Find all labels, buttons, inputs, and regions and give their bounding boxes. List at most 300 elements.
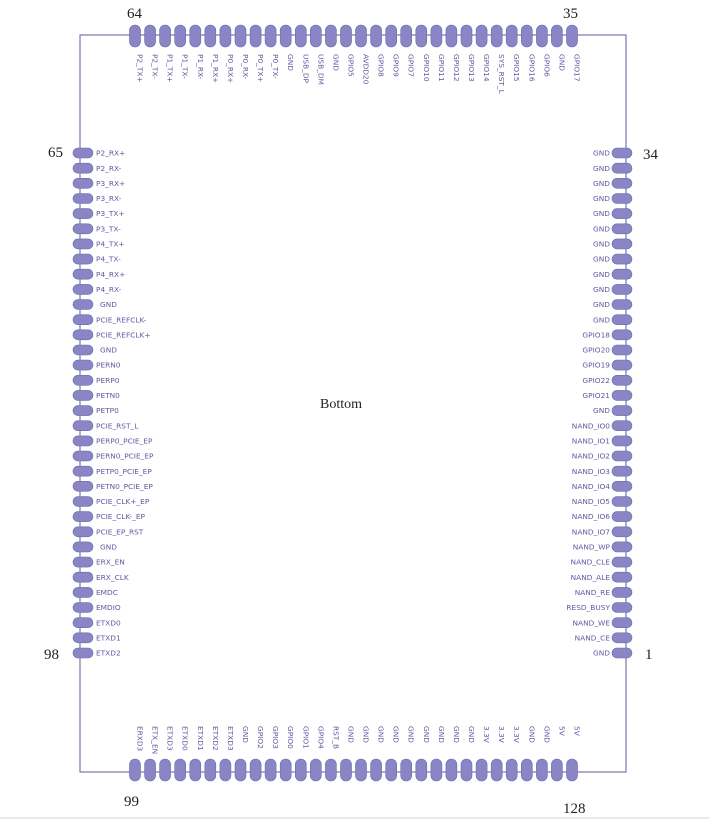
pin-label: GND [391, 726, 401, 743]
pin-pad [612, 224, 632, 234]
pin-label: GND [436, 726, 446, 743]
pin-label: GND [593, 209, 610, 219]
pin-pad [521, 759, 532, 781]
pin-label: GND [421, 726, 431, 743]
pin-label: GND [593, 178, 610, 188]
pin-pad [567, 759, 578, 781]
pin-pad [491, 25, 502, 47]
pin-label: NAND_IO3 [571, 466, 610, 476]
pin-bottom-gpio4 [310, 726, 325, 781]
pin-pad [612, 315, 632, 325]
pin-pad [612, 390, 632, 400]
pin-label: GPIO0 [286, 726, 296, 749]
pin-pad [371, 759, 382, 781]
pin-left-p4-rx [73, 269, 125, 279]
pin-top-usb-dp [295, 25, 310, 84]
pin-pad [612, 345, 632, 355]
pin-label: NAND_IO5 [571, 497, 610, 507]
pin-bottom-etxd3 [160, 726, 175, 781]
pin-label: GPIO6 [542, 54, 552, 77]
pin-pad [401, 25, 412, 47]
pin-number-65: 65 [48, 145, 63, 161]
pin-pad [612, 421, 632, 431]
pin-pad [73, 148, 93, 158]
pin-pad [612, 466, 632, 476]
pin-pad [73, 375, 93, 385]
pin-right-gpio22 [582, 375, 632, 385]
pin-label: P2_RX+ [96, 148, 126, 158]
pin-left-pcie-rst-l [73, 421, 139, 431]
pin-pad [73, 300, 93, 310]
pin-pad [295, 25, 306, 47]
pin-label: PCIE_EP_RST [96, 527, 144, 537]
pin-pad [612, 254, 632, 264]
pin-number-34: 34 [643, 147, 658, 163]
pin-pad [386, 759, 397, 781]
pin-pad [446, 759, 457, 781]
pin-label: GND [593, 285, 610, 294]
pin-label: GND [467, 726, 476, 743]
pin-label: GPIO14 [482, 54, 492, 82]
pin-label: GPIO5 [346, 54, 356, 77]
pin-pad [73, 451, 93, 461]
pin-label: ETXD0 [180, 726, 190, 751]
pin-label: PETN0 [96, 391, 120, 400]
pin-left-perp0 [73, 375, 120, 385]
pin-pad [612, 587, 632, 597]
pin-left-p3-rx [73, 194, 122, 204]
pin-pad [476, 25, 487, 47]
pin-pad [73, 284, 93, 294]
pin-top-avdd20 [356, 25, 371, 85]
top-pin-row [130, 25, 582, 95]
pin-label: P0_RX- [241, 54, 250, 80]
pin-label: GND [361, 726, 371, 743]
pin-label: 5V [572, 726, 582, 736]
pin-top-gpio12 [446, 25, 461, 82]
pin-label: GPIO18 [582, 330, 610, 340]
pin-pad [73, 194, 93, 204]
pin-top-p1-tx [175, 25, 190, 79]
pin-label: NAND_IO4 [571, 481, 610, 491]
pin-pad [356, 759, 367, 781]
pin-pad [612, 406, 632, 416]
pin-top-p2-tx [145, 25, 160, 79]
pin-bottom-gnd [401, 726, 416, 781]
pin-label: ERX_EN [96, 557, 125, 567]
pin-label: RESD_BUSY [566, 603, 610, 613]
pin-left-emdc [73, 587, 118, 597]
pin-pad [73, 209, 93, 219]
pin-label: PCIE_REFCLK+ [96, 330, 151, 340]
pin-label: GND [593, 194, 610, 204]
pin-bottom-gpio3 [265, 726, 280, 781]
pin-label: AVDD20 [361, 54, 371, 85]
pin-pad [145, 759, 156, 781]
pin-left-gnd [73, 542, 117, 552]
pin-label: GND [406, 726, 416, 743]
pin-pad [190, 25, 201, 47]
pin-bottom-gpio1 [295, 726, 310, 781]
pin-top-usb-dm [310, 25, 325, 85]
pin-top-gpio10 [416, 25, 431, 82]
pin-label: P0_TX+ [256, 54, 266, 83]
pin-pad [190, 759, 201, 781]
pin-pad [73, 163, 93, 173]
pin-top-gnd [551, 25, 566, 71]
pin-pad [612, 194, 632, 204]
pin-label: GND [542, 726, 552, 743]
pin-bottom-gnd [235, 726, 250, 781]
pin-top-p0-rx [220, 25, 235, 83]
pin-pad [220, 25, 231, 47]
pin-label: GND [593, 648, 610, 658]
pin-right-gnd [593, 406, 632, 416]
pin-label: NAND_IO2 [571, 451, 610, 461]
pin-label: GPIO7 [406, 54, 416, 77]
pin-right-nand-io1 [572, 436, 632, 446]
pin-label: P3_RX- [96, 194, 122, 204]
pin-top-gpio17 [567, 25, 582, 82]
pin-label: P2_TX- [150, 54, 160, 79]
pin-top-gpio11 [431, 25, 446, 82]
pin-label: P2_TX+ [135, 54, 145, 83]
pin-left-etxd1 [73, 633, 121, 643]
pin-pad [73, 436, 93, 446]
pin-pad [73, 390, 93, 400]
pin-pad [612, 633, 632, 643]
pin-number-64: 64 [127, 6, 142, 22]
pin-pad [567, 25, 578, 47]
pin-left-pcie-refclk [73, 330, 151, 340]
pin-right-nand-ale [571, 572, 632, 582]
pin-pad [612, 527, 632, 537]
pin-pad [416, 759, 427, 781]
pin-label: P0_RX+ [225, 54, 235, 84]
pin-left-pcie-ep-rst [73, 527, 144, 537]
pin-pad [612, 542, 632, 552]
pin-label: GND [593, 239, 610, 249]
pin-pad [612, 648, 632, 658]
pin-pad [386, 25, 397, 47]
pin-top-gpio7 [401, 25, 416, 77]
pin-label: P2_RX- [96, 163, 122, 173]
pin-pad [145, 25, 156, 47]
pin-pad [612, 436, 632, 446]
pin-label: PERN0_PCIE_EP [96, 451, 154, 461]
pin-pad [446, 25, 457, 47]
pin-number-1: 1 [645, 647, 653, 663]
pin-label: NAND_IO0 [571, 421, 610, 431]
pin-pad [325, 25, 336, 47]
pin-pad [73, 421, 93, 431]
pin-label: GPIO15 [512, 54, 522, 82]
pin-label: RST_B [331, 726, 341, 750]
pin-pad [235, 25, 246, 47]
pin-pad [612, 603, 632, 613]
pin-bottom-3-3v [491, 726, 506, 781]
pin-label: GPIO2 [256, 726, 266, 749]
pin-left-petn0-pcie-ep [73, 481, 153, 491]
pin-pad [536, 759, 547, 781]
pin-pad [612, 572, 632, 582]
pin-label: GND [593, 315, 610, 325]
pin-pad [461, 25, 472, 47]
pin-right-gnd [593, 315, 632, 325]
pin-right-gpio19 [582, 360, 632, 370]
left-pin-column [73, 148, 154, 658]
pin-label: GPIO19 [582, 360, 610, 370]
bottom-pin-row [130, 726, 582, 781]
pin-pad [612, 284, 632, 294]
pin-label: P3_TX+ [96, 209, 125, 219]
pin-pad [356, 25, 367, 47]
pin-right-nand-wp [573, 542, 632, 552]
pin-label: NAND_CE [574, 633, 610, 643]
pin-top-p2-tx [130, 25, 145, 83]
pin-label: GND [593, 224, 610, 234]
pin-bottom-etxd1 [190, 726, 205, 781]
pin-right-nand-re [575, 587, 632, 597]
pin-right-resd-busy [566, 603, 632, 613]
pin-pad [612, 209, 632, 219]
pin-pad [521, 25, 532, 47]
pin-label: NAND_RE [574, 588, 610, 597]
pin-top-gpio16 [521, 25, 536, 82]
pin-left-petp0 [73, 406, 119, 416]
pin-label: NAND_IO6 [571, 512, 610, 522]
pin-label: GND [241, 726, 250, 743]
pin-label: EMDC [96, 588, 118, 597]
pin-top-gpio8 [371, 25, 386, 77]
pin-label: ETX_EN [150, 726, 160, 755]
pin-top-gpio9 [386, 25, 401, 77]
pin-right-gnd [593, 163, 632, 173]
pin-label: PERP0_PCIE_EP [96, 436, 153, 446]
pin-pad [612, 239, 632, 249]
pin-number-35: 35 [563, 6, 578, 22]
pin-top-gnd [325, 25, 340, 71]
pin-label: P3_RX+ [96, 178, 126, 188]
pin-top-p0-tx [250, 25, 265, 83]
pin-pad [220, 759, 231, 781]
pin-label: P4_TX+ [96, 239, 125, 249]
pin-label: ERX_CLK [96, 572, 129, 582]
pin-label: P3_TX- [96, 224, 121, 234]
pin-bottom-etx-en [145, 726, 160, 781]
pin-bottom-gnd [386, 726, 401, 781]
pin-right-gnd [593, 300, 632, 310]
pin-pad [175, 25, 186, 47]
pin-pad [325, 759, 336, 781]
pin-pad [160, 759, 171, 781]
pin-right-gnd [593, 284, 632, 294]
pin-right-nand-we [573, 618, 632, 628]
pin-label: GND [286, 54, 296, 71]
pin-label: GPIO8 [376, 54, 386, 77]
pin-label: GPIO12 [451, 54, 461, 82]
pin-left-emdio [73, 603, 121, 613]
pin-top-gpio5 [341, 25, 356, 77]
pin-label: NAND_IO1 [571, 436, 610, 446]
pin-right-gnd [593, 648, 632, 658]
pin-top-p1-tx [160, 25, 175, 83]
pin-label: 3.3V [482, 726, 492, 743]
pin-right-nand-ce [575, 633, 632, 643]
pin-label: ETXD2 [210, 726, 220, 751]
pin-label: GPIO22 [582, 375, 610, 385]
pin-label: P1_RX- [195, 54, 205, 80]
pin-pad [506, 759, 517, 781]
pin-pad [73, 497, 93, 507]
pin-right-nand-io5 [572, 497, 632, 507]
pin-bottom-gpio0 [280, 726, 295, 781]
pin-label: GPIO3 [271, 726, 281, 749]
pin-left-p3-tx [73, 209, 125, 219]
pin-bottom-5v [567, 726, 582, 781]
pin-pad [73, 542, 93, 552]
pin-left-p2-rx [73, 148, 125, 158]
pin-pad [431, 759, 442, 781]
pin-pad [310, 759, 321, 781]
pin-label: GPIO1 [301, 726, 311, 749]
pin-label: 3.3V [497, 726, 507, 743]
pin-pad [371, 25, 382, 47]
pin-pad [205, 25, 216, 47]
pin-pad [73, 512, 93, 522]
pin-pad [612, 148, 632, 158]
pin-pad [280, 25, 291, 47]
pin-left-p4-tx [73, 239, 125, 249]
pin-pad [73, 633, 93, 643]
pin-pad [506, 25, 517, 47]
pin-label: ERXD3 [135, 726, 145, 752]
pin-pad [310, 25, 321, 47]
pin-left-p3-tx [73, 224, 121, 234]
pin-right-gnd [593, 148, 632, 158]
pin-pad [160, 25, 171, 47]
pin-label: GPIO10 [421, 54, 431, 82]
pin-pad [73, 587, 93, 597]
pin-pad [73, 330, 93, 340]
pin-pad [612, 451, 632, 461]
pin-pad [612, 375, 632, 385]
pin-left-pcie-clk-ep [73, 497, 150, 507]
pin-label: NAND_ALE [570, 572, 610, 582]
pin-label: GPIO21 [582, 391, 610, 400]
pin-label: GND [331, 54, 341, 71]
pin-bottom-gnd [536, 726, 551, 781]
pin-pad [205, 759, 216, 781]
pin-right-gnd [593, 178, 632, 188]
pin-left-pcie-refclk [73, 315, 147, 325]
pin-pad [73, 648, 93, 658]
pin-right-gpio18 [582, 330, 632, 340]
pin-bottom-3-3v [506, 726, 521, 781]
pin-right-gnd [593, 269, 632, 279]
pin-left-etxd0 [73, 618, 121, 628]
pin-pad [536, 25, 547, 47]
pin-pad [130, 759, 141, 781]
pin-top-gpio14 [476, 25, 491, 82]
pin-label: ETXD2 [96, 648, 121, 658]
pin-pad [73, 557, 93, 567]
pin-label: USB_DM [316, 54, 326, 85]
pin-pad [265, 25, 276, 47]
pin-left-petp0-pcie-ep [73, 466, 152, 476]
pin-top-p1-rx [190, 25, 205, 80]
pin-bottom-erxd3 [130, 726, 145, 781]
pin-label: P1_TX+ [165, 54, 175, 83]
pin-left-p2-rx [73, 163, 122, 173]
pin-pad [612, 163, 632, 173]
pin-pad [280, 759, 291, 781]
pin-right-gnd [593, 224, 632, 234]
pin-label: GPIO13 [467, 54, 476, 82]
pin-label: PCIE_CLK+_EP [96, 497, 150, 507]
pin-pad [612, 269, 632, 279]
pin-label: GPIO11 [436, 54, 446, 82]
pin-label: GND [451, 726, 461, 743]
pin-label: GND [593, 269, 610, 279]
pin-label: GPIO16 [527, 54, 537, 82]
pin-pad [612, 512, 632, 522]
pin-left-petn0 [73, 390, 120, 400]
pin-bottom-gnd [341, 726, 356, 781]
pin-right-nand-cle [571, 557, 632, 567]
right-pin-column [566, 148, 632, 658]
pin-pad [431, 25, 442, 47]
pin-label: ETXD1 [96, 633, 121, 643]
pin-label: PERN0 [96, 360, 121, 370]
pin-label: EMDIO [96, 603, 121, 613]
pin-right-nand-io3 [572, 466, 632, 476]
pin-pad [250, 759, 261, 781]
pin-label: PERP0 [96, 375, 120, 385]
pin-pad [612, 300, 632, 310]
pin-left-p4-tx [73, 254, 121, 264]
pin-left-pcie-clk-ep [73, 512, 146, 522]
pin-pad [551, 759, 562, 781]
pin-pad [73, 406, 93, 416]
pin-label: ETXD3 [165, 726, 175, 751]
pin-number-98: 98 [44, 647, 59, 663]
pin-label: PETP0 [96, 406, 119, 416]
pin-label: 3.3V [512, 726, 522, 743]
pin-left-pern0-pcie-ep [73, 451, 154, 461]
pin-pad [401, 759, 412, 781]
pin-label: PCIE_RST_L [96, 421, 139, 431]
pin-label: GND [593, 300, 610, 310]
pin-right-nand-io2 [572, 451, 632, 461]
pin-number-128: 128 [563, 801, 586, 817]
pin-label: GPIO9 [391, 54, 401, 77]
pin-left-p4-rx [73, 284, 122, 294]
pin-bottom-gnd [461, 726, 476, 781]
pin-bottom-etxd3 [220, 726, 235, 781]
pin-pad [175, 759, 186, 781]
pin-top-p0-rx [235, 25, 250, 80]
pin-pad [612, 481, 632, 491]
pin-left-p3-rx [73, 178, 125, 188]
pin-label: GND [593, 254, 610, 264]
pin-right-nand-io6 [572, 512, 632, 522]
pin-bottom-gnd [446, 726, 461, 781]
pin-top-gpio15 [506, 25, 521, 82]
pin-pad [250, 25, 261, 47]
pin-right-gnd [593, 239, 632, 249]
pin-label: GND [376, 726, 386, 743]
